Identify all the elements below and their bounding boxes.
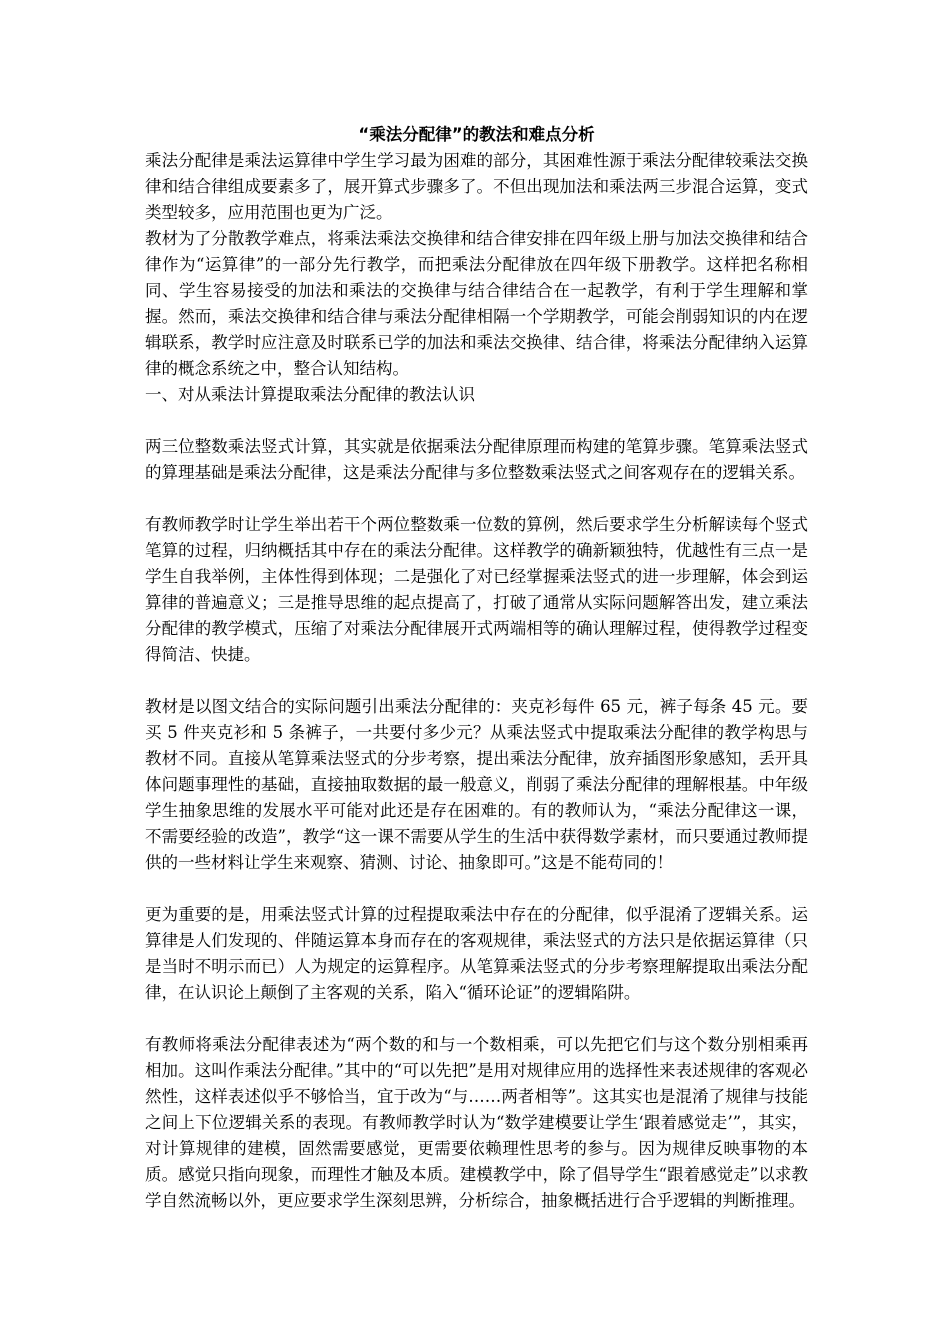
document-page [145,122,808,1214]
paragraph-gap [145,668,808,694]
paragraph-vertical-multiplication: 两三位整数乘法竖式计算，其实就是依据乘法分配律原理而构建的笔算步骤。笔算乘法竖式的算理基础是乘法分配律，这是乘法分配律与多位整数乘法竖式之间客观存在的逻辑关系。 [145,437,808,482]
paragraph-gap [145,486,808,512]
document-title: “乘法分配律”的教法和难点分析 [358,125,595,144]
paragraph-textbook-arrangement: 教材为了分散教学难点，将乘法乘法交换律和结合律安排在四年级上册与加法交换律和结合律作为“运算律”的一部分先行教学，而把乘法分配律放在四年级下册教学。这样把名称相同、学生容易接受的加法和乘法的交换律与结合律结合在一起教学，有利于学生理解和掌握。然而，乘法交换律和结合律与乘法分配律相隔一个学期教学，可能会削弱知识的内在逻辑联系，教学时应注意及时联系已学的加法和乘法交换律、结合律，将乘法分配律纳入运算律的概念系统之中，整合认知结构。 [145,229,808,378]
paragraph-teacher-examples: 有教师教学时让学生举出若干个两位整数乘一位数的算例，然后要求学生分析解读每个竖式笔算的过程，归纳概括其中存在的乘法分配律。这样教学的确新颖独特，优越性有三点一是学生自我举例，主体性得到体现；二是强化了对已经掌握乘法竖式的进一步理解，体会到运算律的普遍意义；三是推导思维的起点提高了，打破了通常从实际问题解答出发，建立乘法分配律的教学模式，压缩了对乘法分配律展开式两端相等的确认理解过程，使得教学过程变得简洁、快捷。 [145,515,808,664]
paragraph-gap [145,876,808,902]
paragraph-textbook-problem: 教材是以图文结合的实际问题引出乘法分配律的：夹克衫每件 65 元，裤子每条 45 元。要买 5 件夹克衫和 5 条裤子，一共要付多少元？从乘法竖式中提取乘法分配律的教学构思与教材不同。直接从笔算乘法竖式的分步考察，提出乘法分配律，放弃插图形象感知，丢开具体问题事理性的基础，直接抽取数据的最一般意义，削弱了乘法分配律的理解根基。中年级学生抽象思维的发展水平可能对此还是存在困难的。有的教师认为，“乘法分配律这一课，不需要经验的改造”，教学“这一课不需要从学生的生活中获得数学素材，而只要通过教师提供的一些材料让学生来观察、猜测、讨论、抽象即可。”这是不能苟同的！ [145,697,808,872]
paragraph-definition-wording: 有教师将乘法分配律表述为“两个数的和与一个数相乘，可以先把它们与这个数分别相乘再相加。这叫作乘法分配律。”其中的“可以先把”是用对规律应用的选择性来表述规律的客观必然性，这样表述似乎不够恰当，宜于改为“与……两者相等”。这其实也是混淆了规律与技能之间上下位逻辑关系的表现。有教师教学时认为“数学建模要让学生‘跟着感觉走’”，其实，对计算规律的建模，固然需要感觉，更需要依赖理性思考的参与。因为规律反映事物的本质。感觉只指向现象，而理性才触及本质。建模教学中，除了倡导学生“跟着感觉走”以求教学自然流畅以外，更应要求学生深刻思辨，分析综合，抽象概括进行合乎逻辑的判断推理。 [145,1035,808,1210]
paragraph-gap [145,408,808,434]
paragraph-gap [145,1006,808,1032]
section-heading-1: 一、对从乘法计算提取乘法分配律的教法认识 [145,385,475,404]
paragraph-logic-relation: 更为重要的是，用乘法竖式计算的过程提取乘法中存在的分配律，似乎混淆了逻辑关系。运算律是人们发现的、伴随运算本身而存在的客观规律，乘法竖式的方法只是依据运算律（只是当时不明示而已）人为规定的运算程序。从笔算乘法竖式的分步考察理解提取出乘法分配律，在认识论上颠倒了主客观的关系，陷入“循环论证”的逻辑陷阱。 [145,905,808,1002]
paragraph-intro: 乘法分配律是乘法运算律中学生学习最为困难的部分，其困难性源于乘法分配律较乘法交换律和结合律组成要素多了，展开算式步骤多了。不但出现加法和乘法两三步混合运算，变式类型较多，应用范围也更为广泛。 [145,151,808,222]
